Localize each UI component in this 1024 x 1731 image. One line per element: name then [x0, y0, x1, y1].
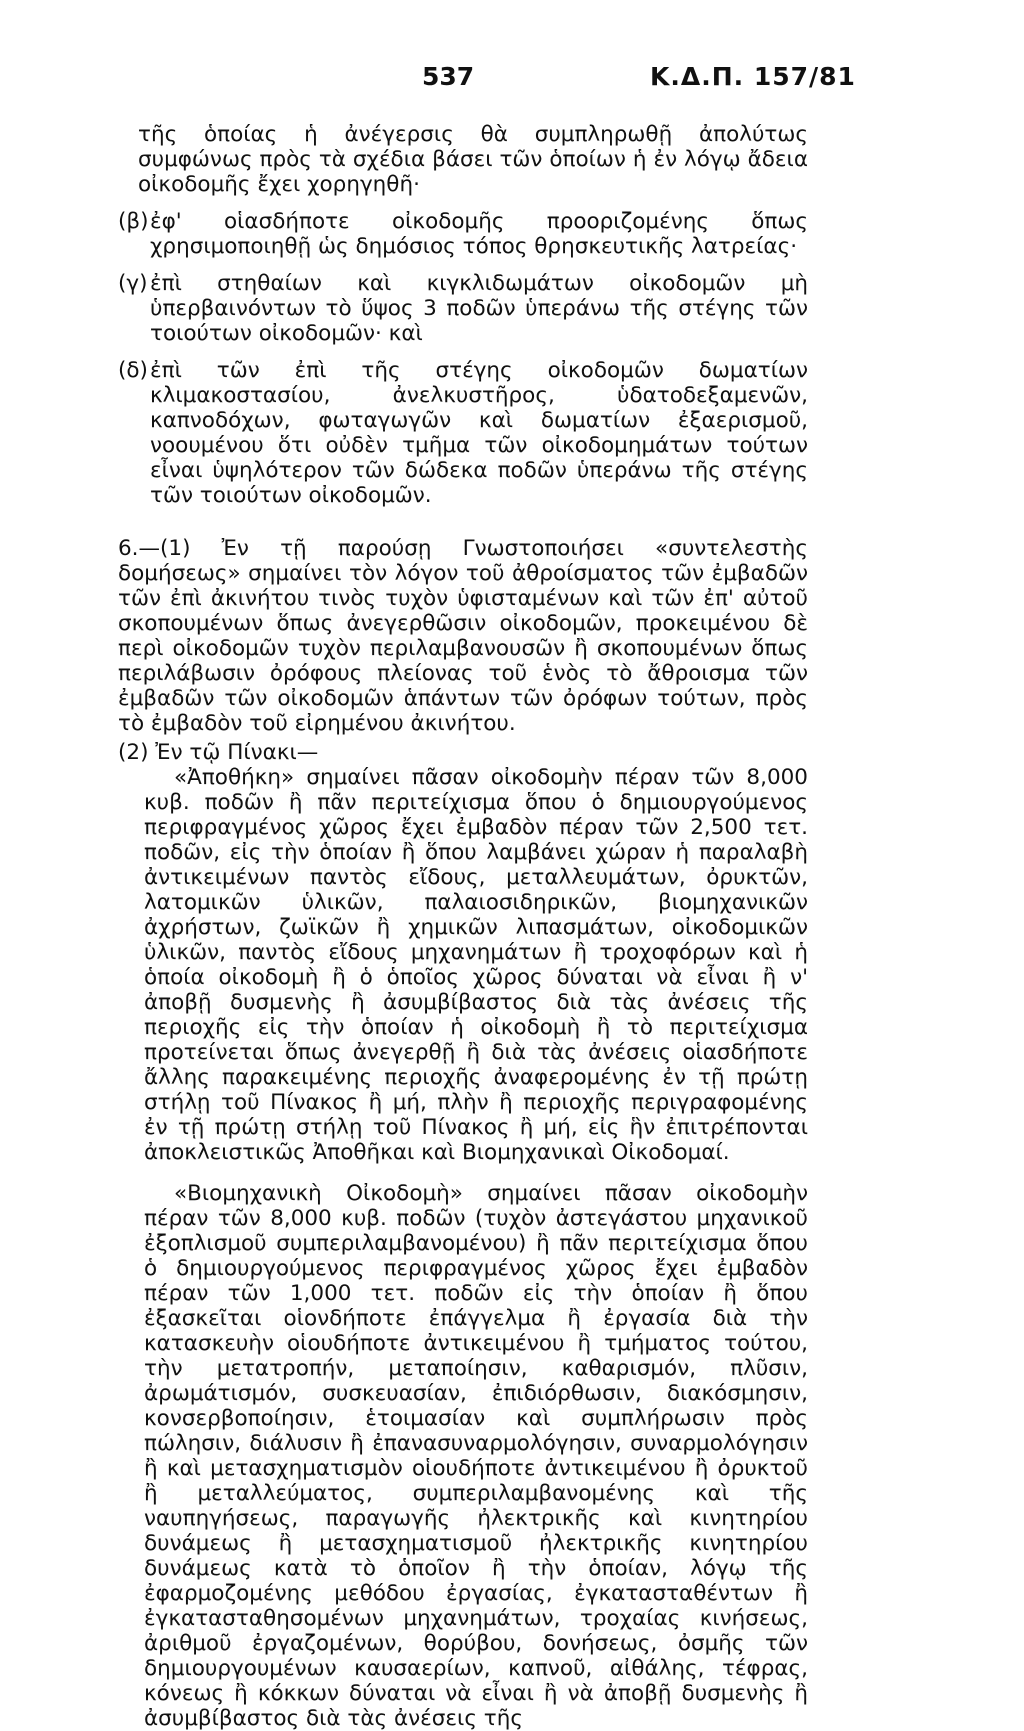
- clause-label: (γ): [118, 271, 148, 296]
- clause-label: (δ): [118, 358, 148, 383]
- clause-text: ἐπὶ τῶν ἐπὶ τῆς στέγης οἰκοδομῶν δωματίων κλιμακοστασίου, ἀνελκυστῆρος, ὑδατοδεξαμενῶν, καπνοδόχων, φωταγωγῶν καὶ δωματίων ἐξαερισμοῦ, νοουμένου ὅτι οὐδὲν τμῆμα τῶν οἰκοδομημάτων τούτων εἶναι ὑψηλότερον τῶν δώδεκα ποδῶν ὑπεράνω τῆς στέγης τῶν τοιούτων οἰκοδομῶν.: [150, 358, 808, 508]
- page-header: [0, 62, 1024, 102]
- intro-paragraph: τῆς ὁποίας ἡ ἀνέγερσις θὰ συμπληρωθῇ ἀπολύτως συμφώνως πρὸς τὰ σχέδια βάσει τῶν ὁποίων ἡ ἐν λόγῳ ἄδεια οἰκοδομῆς ἔχει χορηγηθῆ·: [138, 122, 808, 197]
- clause-d: [118, 358, 808, 508]
- clause-label: (β): [118, 209, 149, 234]
- section-6-paragraph: 6.—(1) Ἐν τῇ παρούσῃ Γνωστοποιήσει «συντελεστὴς δομήσεως» σημαίνει τὸν λόγον τοῦ ἀθροίσματος τῶν ἐμβαδῶν τῶν ἐπὶ ἀκινήτου τινὸς τυχὸν ὑφισταμένων καὶ τῶν ἐπ' αὐτοῦ σκοπουμένων ὅπως ἀνεγερθῶσιν οἰκοδομῶν, προκειμένου δὲ περὶ οἰκοδομῶν τυχὸν περιλαμβανουσῶν ἢ σκοπουμένων ὅπως περιλάβωσιν ὀρόφους πλείονας τοῦ ἑνὸς τὸ ἄθροισμα τῶν ἐμβαδῶν τῶν οἰκοδομῶν ἁπάντων τῶν ὀρόφων τούτων, πρὸς τὸ ἐμβαδὸν τοῦ εἰρημένου ἀκινήτου.: [118, 536, 808, 736]
- document-body: [118, 122, 808, 1731]
- law-reference: Κ.Δ.Π. 157/81: [650, 62, 856, 91]
- clause-b: [118, 209, 808, 259]
- definition-warehouse: «Ἀποθήκη» σημαίνει πᾶσαν οἰκοδομὴν πέραν τῶν 8,000 κυβ. ποδῶν ἢ πᾶν περιτείχισμα ὅπου ὁ δημιουργούμενος περιφραγμένος χῶρος ἔχει ἐμβαδὸν πέραν τῶν 2,500 τετ. ποδῶν, εἰς τὴν ὁποίαν ἢ ὅπου λαμβάνει χώραν ἡ παραλαβὴ ἀντικειμένων παντὸς εἴδους, μεταλλευμάτων, ὀρυκτῶν, λατομικῶν ὑλικῶν, παλαιοσιδηρικῶν, βιομηχανικῶν ἀχρήστων, ζωϊκῶν ἢ χημικῶν λιπασμάτων, οἰκοδομικῶν ὑλικῶν, παντὸς εἴδους μηχανημάτων ἢ τροχοφόρων καὶ ἡ ὁποία οἰκοδομὴ ἢ ὁ ὁποῖος χῶρος δύναται νὰ εἶναι ἢ ν' ἀποβῇ δυσμενὴς ἢ ἀσυμβίβαστος διὰ τὰς ἀνέσεις τῆς περιοχῆς εἰς τὴν ὁποίαν ἡ οἰκοδομὴ ἢ τὸ περιτείχισμα προτείνεται ὅπως ἀνεγερθῇ ἢ διὰ τὰς ἀνέσεις οἱασδήποτε ἄλλης παρακειμένης περιοχῆς ἀναφερομένης ἐν τῇ πρώτῃ στήλῃ τοῦ Πίνακος ἢ μή, πλὴν ἢ περιοχῆς περιγραφομένης ἐν τῇ πρώτῃ στήλῃ τοῦ Πίνακος ἢ μή, εἰς ἣν ἐπιτρέπονται ἀποκλειστικῶς Ἀποθῆκαι καὶ Βιομηχανικαὶ Οἰκοδομαί.: [144, 765, 808, 1165]
- subsection-2-heading: (2) Ἐν τῷ Πίνακι—: [118, 740, 319, 765]
- definition-industrial-building: «Βιομηχανικὴ Οἰκοδομὴ» σημαίνει πᾶσαν οἰκοδομὴν πέραν τῶν 8,000 κυβ. ποδῶν (τυχὸν ἀστεγάστου μηχανικοῦ ἐξοπλισμοῦ συμπεριλαμβανομένου) ἢ πᾶν περιτείχισμα ὅπου ὁ δημιουργούμενος περιφραγμένος χῶρος ἔχει ἐμβαδὸν πέραν τῶν 1,000 τετ. ποδῶν εἰς τὴν ὁποίαν ἢ ὅπου ἐξασκεῖται οἱονδήποτε ἐπάγγελμα ἢ ἐργασία διὰ τὴν κατασκευὴν οἱουδήποτε ἀντικειμένου ἢ τμήματος τούτου, τὴν μετατροπήν, μεταποίησιν, καθαρισμόν, πλῦσιν, ἀρωμάτισμόν, συσκευασίαν, ἐπιδιόρθωσιν, διακόσμησιν, κονσερβοποίησιν, ἑτοιμασίαν καὶ συμπλήρωσιν πρὸς πώλησιν, διάλυσιν ἢ ἐπανασυναρμολόγησιν, συναρμολόγησιν ἢ καὶ μετασχηματισμὸν οἱουδήποτε ἀντικειμένου ἢ ὀρυκτοῦ ἢ μεταλλεύματος, συμπεριλαμβανομένης καὶ τῆς ναυπηγήσεως, παραγωγῆς ἠλεκτρικῆς καὶ κινητηρίου δυνάμεως ἢ μετασχηματισμοῦ ἠλεκτρικῆς κινητηρίου δυνάμεως κατὰ τὸ ὁποῖον ἢ τὴν ὁποίαν, λόγῳ τῆς ἐφαρμοζομένης μεθόδου ἐργασίας, ἐγκατασταθέντων ἢ ἐγκατασταθησομένων μηχανημάτων, τροχαίας κινήσεως, ἀριθμοῦ ἐργαζομένων, θορύβου, δονήσεως, ὀσμῆς τῶν δημιουργουμένων καυσαερίων, καπνοῦ, αἰθάλης, τέφρας, κόνεως ἢ κόκκων δύναται νὰ εἶναι ἢ νὰ ἀποβῇ δυσμενὴς ἢ ἀσυμβίβαστος διὰ τὰς ἀνέσεις τῆς: [144, 1181, 808, 1731]
- page-number: 537: [422, 62, 475, 91]
- clause-text: ἐφ' οἱασδήποτε οἰκοδομῆς προοριζομένης ὅπως χρησιμοποιηθῇ ὡς δημόσιος τόπος θρησκευτικῆς λατρείας·: [150, 209, 808, 259]
- clause-c: [118, 271, 808, 346]
- clause-text: ἐπὶ στηθαίων καὶ κιγκλιδωμάτων οἰκοδομῶν μὴ ὑπερβαινόντων τὸ ὕψος 3 ποδῶν ὑπεράνω τῆς στέγης τῶν τοιούτων οἰκοδομῶν· καὶ: [150, 271, 808, 346]
